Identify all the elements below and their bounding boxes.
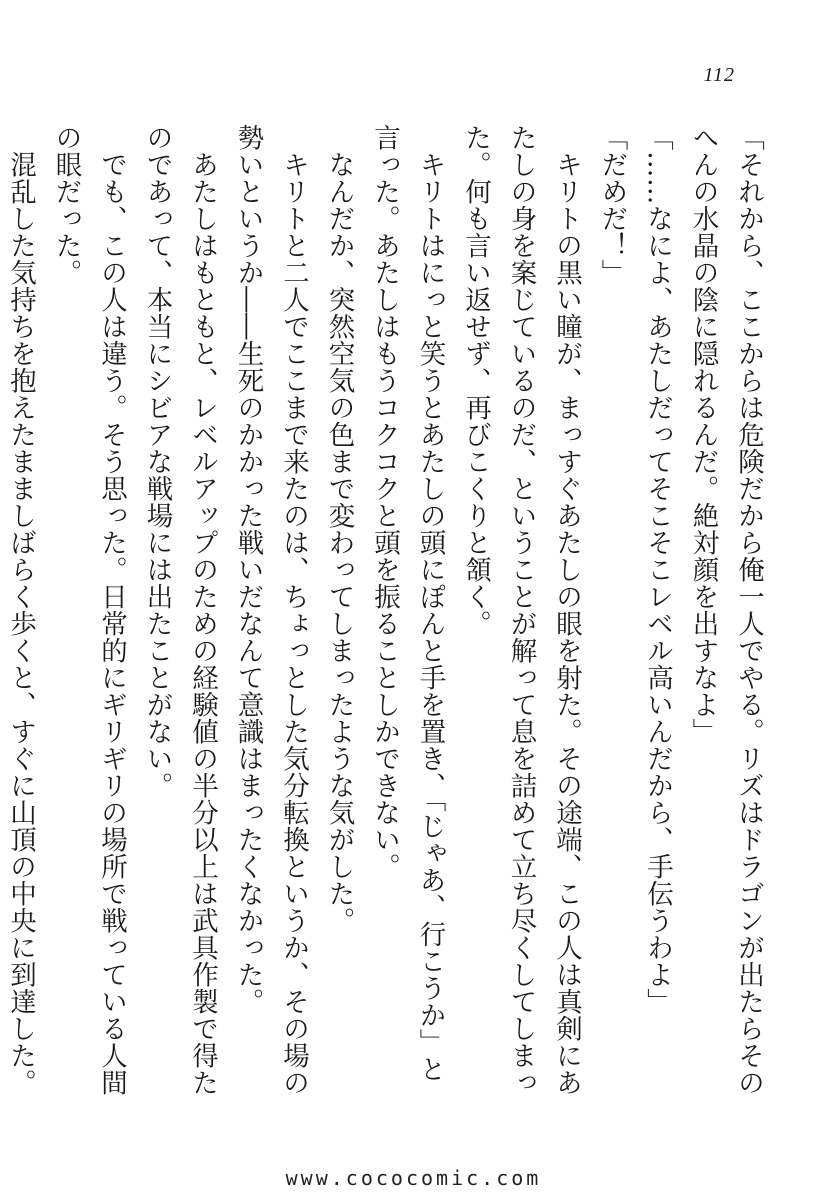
watermark-url: www.cococomic.com	[285, 1166, 542, 1190]
paragraph: あたしはもともと、レベルアップのための経験値の半分以上は武具作製で得たのであって、本当にシビアな戦場には出たことがない。	[141, 124, 218, 1096]
page-number: 112	[703, 64, 735, 86]
paragraph: 「……なによ、あたしだってそこそこレベル高いんだから、手伝うわよ」	[642, 124, 673, 1015]
paragraph: なんだか、突然空気の色まで変わってしまったような気がした。	[323, 150, 355, 934]
paragraph: でも、この人は違う。そう思った。日常的にギリギリの場所で戦っている人間の眼だった。	[50, 124, 127, 1096]
paragraph: キリトと二人でここまで来たのは、ちょっとした気分転換というか、その場の勢いというか――生死のかかった戦いだなんて意識はまったくなかった。	[232, 124, 309, 1096]
paragraph: キリトの黒い瞳が、まっすぐあたしの眼を射た。その途端、この人は真剣にあたしの身を案じているのだ、ということが解って息を詰めて立ち尽くしてしまった。何も言い返せず、再びこくりと頷く。	[460, 124, 582, 1096]
paragraph: キリトはにっと笑うとあたしの頭にぽんと手を置き、「じゃあ、行こうか」と言った。あたしはもうコクコクと頭を振ることしかできない。	[369, 124, 446, 1083]
paragraph: 「それから、ここからは危険だから俺一人でやる。リズはドラゴンが出たらそのへんの水晶の陰に隠れるんだ。絶対顔を出すなよ」	[687, 124, 764, 1096]
vertical-text-body	[5, 124, 771, 1109]
paragraph: 混乱した気持ちを抱えたまましばらく歩くと、すぐに山頂の中央に到達した。	[5, 150, 36, 1096]
paragraph: 「だめだ！」	[596, 124, 628, 286]
